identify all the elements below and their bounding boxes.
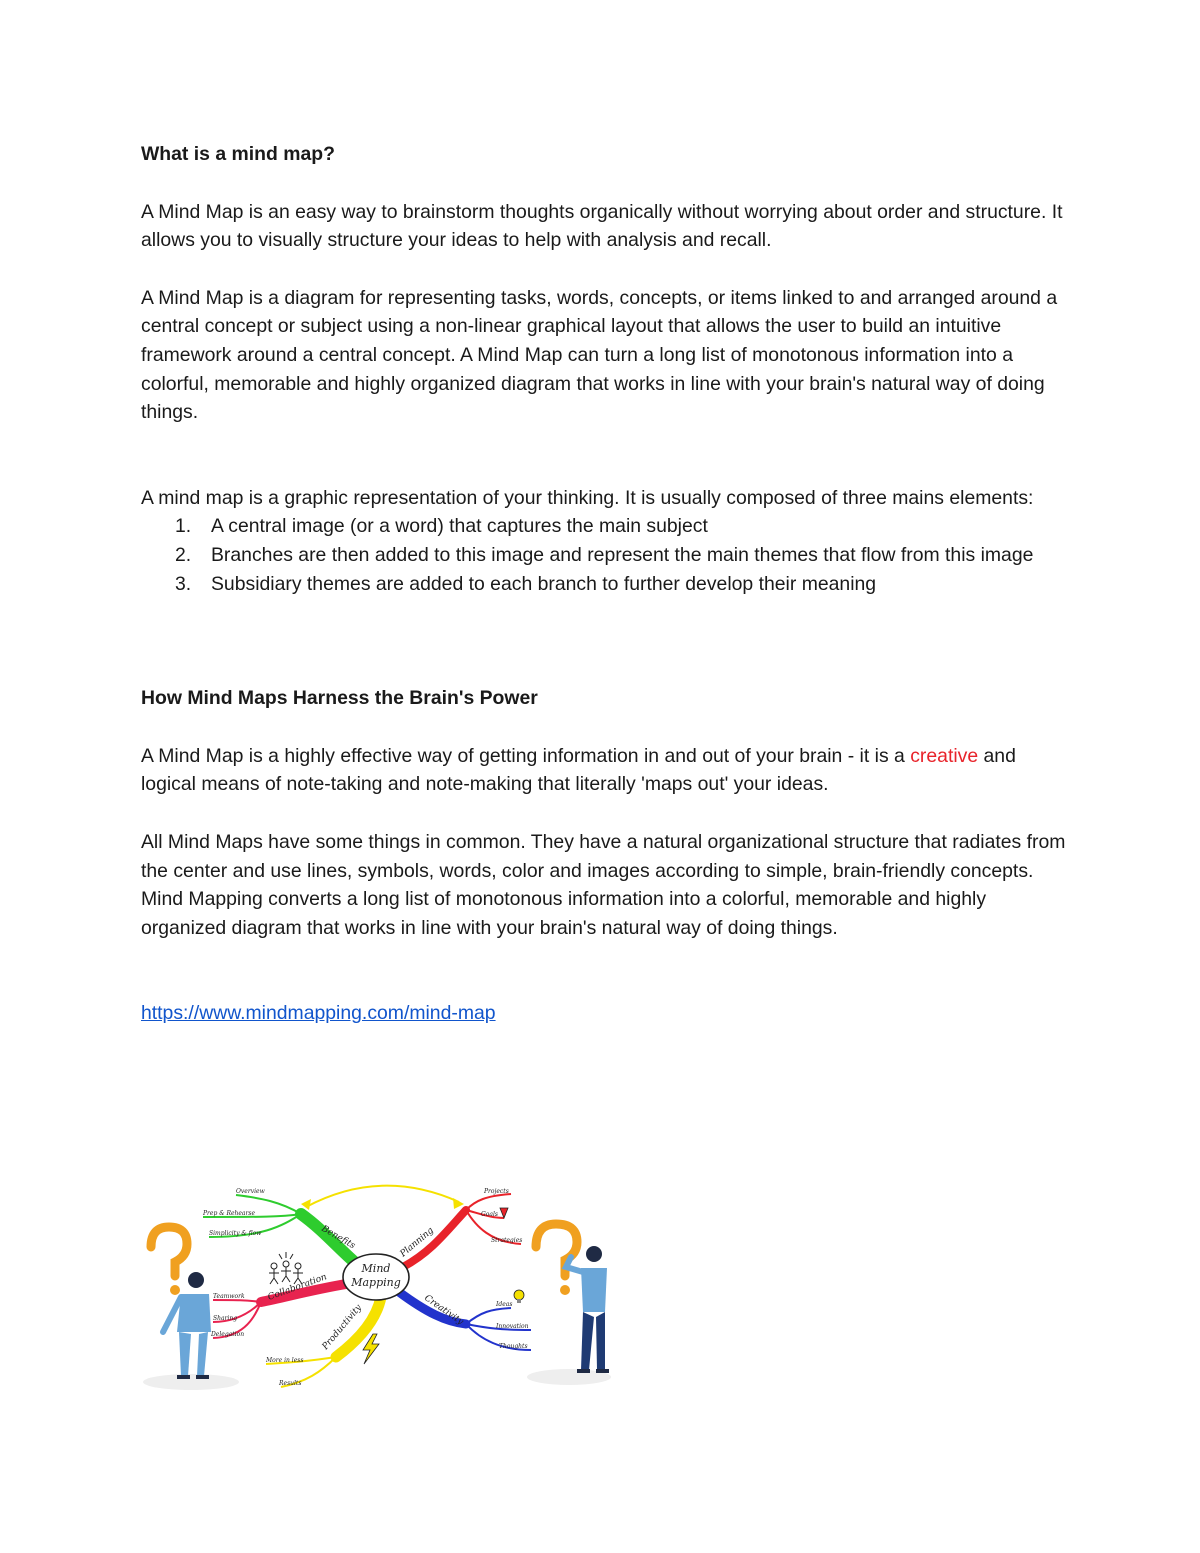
leaf-label-projects: Projects <box>484 1188 509 1195</box>
ground-shadow-left <box>143 1374 239 1390</box>
list-item <box>175 570 1071 599</box>
leaf-label-strategies: Strategies <box>491 1237 523 1244</box>
leaf-label-teamwork: Teamwork <box>213 1293 245 1300</box>
paragraph-elements-intro: A mind map is a graphic representation of your thinking. It is usually composed of three mains elements: <box>141 486 1034 509</box>
center-label-line2: Mapping <box>351 1276 401 1289</box>
arrow-head-right <box>453 1198 464 1209</box>
link-paragraph <box>141 999 1071 1028</box>
paragraph-common-traits: All Mind Maps have some things in common. They have a natural organizational structure that radiates from the center and use lines, symbols, words, color and images according to simple, brain-friendly concepts. Mind Mapping converts a long list of monotonous information into a colorful, memorable and highly organized diagram that works in line with your brain's natural way of doing things. <box>141 830 1066 939</box>
text-span: and logical means of note-taking and note-making that literally 'maps out' your ideas. <box>141 744 1016 796</box>
branch-label-benefits: Benefits <box>319 1223 357 1252</box>
elements-list <box>141 512 1071 598</box>
leaf-label-sharing: Sharing <box>213 1315 238 1322</box>
leaf-line <box>466 1308 511 1324</box>
person-right <box>566 1246 609 1373</box>
leaf-label-results: Results <box>279 1380 302 1387</box>
leaf-label-overview: Overview <box>236 1188 265 1195</box>
paragraph-intro: A Mind Map is an easy way to brainstorm thoughts organically without worrying about order and structure. It allows you to visually structure your ideas to help with analysis and recall. <box>141 200 1063 252</box>
paragraph-effective-way <box>141 742 1071 799</box>
person-left <box>163 1272 211 1379</box>
leaf-label-prep: Prep & Rehearse <box>203 1210 256 1217</box>
branch-label-planning: Planning <box>398 1225 436 1260</box>
top-arrow <box>306 1186 459 1207</box>
leaf-label-simplicity: Simplicity & flow <box>209 1230 262 1237</box>
section-heading-brain-power: How Mind Maps Harness the Brain's Power <box>141 687 538 710</box>
leaf-label-delegation: Delegation <box>211 1331 245 1338</box>
list-number: 1. <box>175 515 192 538</box>
branch-label-creativity: Creativity <box>422 1293 465 1328</box>
target-icon <box>500 1208 508 1218</box>
list-number: 3. <box>175 572 192 595</box>
list-item-text: Branches are then added to this image and represent the main themes that flow from this image <box>211 543 1034 566</box>
mind-map-svg <box>141 1172 611 1402</box>
mindmapping-link[interactable]: https://www.mindmapping.com/mind-map <box>141 1002 496 1025</box>
leaf-label-more-in-less: More in less <box>266 1357 304 1364</box>
question-mark-icon <box>151 1227 187 1295</box>
section-heading-what-is: What is a mind map? <box>141 143 335 165</box>
branch-planning <box>403 1210 466 1267</box>
highlight-creative: creative <box>910 744 979 767</box>
list-item-text: A central image (or a word) that captures the main subject <box>211 515 708 538</box>
leaf-label-goals: Goals <box>481 1211 498 1218</box>
branch-label-productivity: Productivity <box>320 1302 365 1352</box>
list-item-text: Subsidiary themes are added to each branch to further develop their meaning <box>211 572 877 595</box>
lightning-icon <box>363 1334 379 1364</box>
leaf-label-innovation: Innovation <box>496 1323 529 1330</box>
paragraph-diagram-definition: A Mind Map is a diagram for representing tasks, words, concepts, or items linked to and arranged around a central concept or subject using a non-linear graphical layout that allows the user to build an intuitive framework around a central concept. A Mind Map can turn a long list of monotonous information into a colorful, memorable and highly organized diagram that works in line with your brain's natural way of doing things. <box>141 286 1058 424</box>
people-icon <box>269 1252 303 1284</box>
leaf-line <box>213 1300 261 1302</box>
document-page <box>141 140 1071 1028</box>
leaf-label-thoughts: Thoughts <box>499 1343 528 1350</box>
list-number: 2. <box>175 543 192 566</box>
list-item <box>175 541 1071 570</box>
branch-label-collaboration: Collaboration <box>266 1272 329 1303</box>
lightbulb-icon <box>514 1290 524 1303</box>
leaf-line <box>466 1194 511 1210</box>
center-label-line1: Mind <box>361 1262 391 1275</box>
mind-map-illustration <box>141 1172 611 1402</box>
list-item <box>175 512 1071 541</box>
leaf-label-ideas: Ideas <box>496 1301 513 1308</box>
text-span: A Mind Map is a highly effective way of getting information in and out of your brain - it is a <box>141 744 911 767</box>
